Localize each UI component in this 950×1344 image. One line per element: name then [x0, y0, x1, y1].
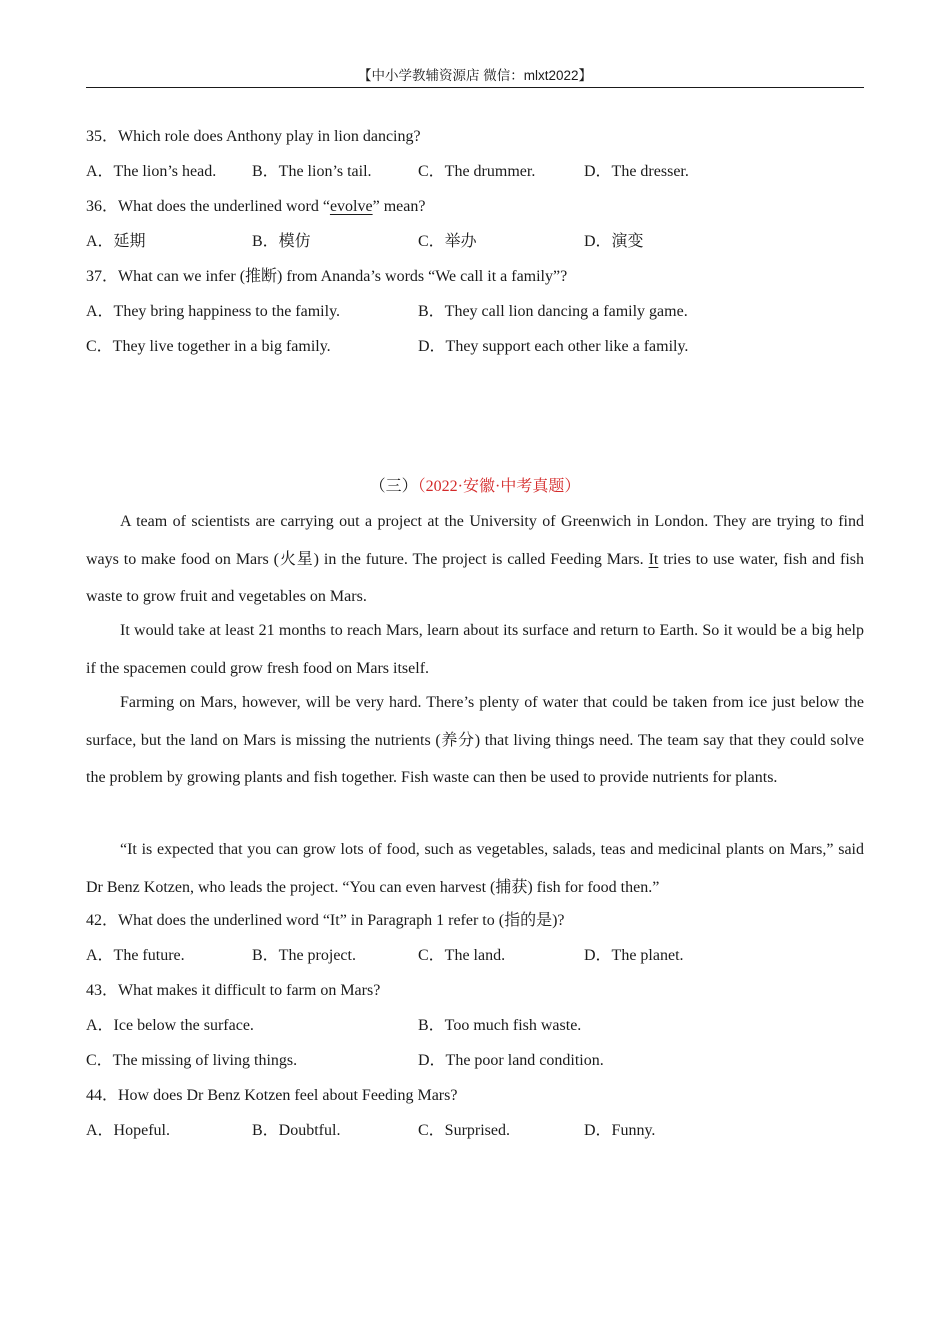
passage-paragraph-2: It would take at least 21 months to reach Mars, learn about its surface and return to Earth. So it would be a big help if the spacemen could grow fresh food on Mars itself. — [86, 622, 864, 677]
question-43-stem: 43．What makes it difficult to farm on Mars? — [86, 982, 381, 999]
question-37-option-a: A．They bring happiness to the family. — [86, 303, 341, 320]
question-43-option-b: B．Too much fish waste. — [418, 1017, 582, 1034]
paragraph-1-start: A team of scientists are carrying out a project at the University of Greenwich in London. They are trying to find ways to make food on Mars (火星) in the future. The project is called Feeding Mars. — [86, 513, 864, 568]
question-43-option-d: D．The poor land condition. — [418, 1052, 604, 1069]
question-37-option-d: D．They support each other like a family. — [418, 338, 689, 355]
question-37-option-c: C．They live together in a big family. — [86, 338, 331, 355]
question-42-option-d: D．The planet. — [584, 947, 684, 964]
question-44-option-c: C．Surprised. — [418, 1122, 511, 1139]
section-number: （三） — [369, 478, 418, 495]
question-36-option-a: A．延期 — [86, 233, 146, 250]
question-36-option-d: D．演变 — [584, 233, 644, 250]
question-44-option-b: B．Doubtful. — [252, 1122, 341, 1139]
question-35-option-d: D．The dresser. — [584, 163, 689, 180]
passage-paragraph-3: Farming on Mars, however, will be very hard. There’s plenty of water that could be taken from ice just below the surface, but the land on Mars is missing the nutrients (养分) that living things need. The team say that they could solve the problem by growing plants and fish together. Fish waste can then be used to provide nutrients for plants. — [86, 694, 864, 786]
question-35-stem: 35．Which role does Anthony play in lion dancing? — [86, 128, 421, 145]
section-source: （2022·安徽·中考真题） — [417, 478, 581, 495]
question-44-option-a: A．Hopeful. — [86, 1122, 170, 1139]
question-42-option-a: A．The future. — [86, 947, 185, 964]
question-36-option-c: C．举办 — [418, 233, 477, 250]
page-header: 【中小学教辅资源店 微信：mlxt2022】 — [86, 66, 864, 88]
question-44-stem: 44．How does Dr Benz Kotzen feel about Feeding Mars? — [86, 1087, 458, 1104]
underlined-word-evolve: evolve — [329, 198, 373, 215]
passage-paragraph-1 — [86, 503, 864, 616]
question-42-option-b: B．The project. — [252, 947, 356, 964]
question-43-option-c: C．The missing of living things. — [86, 1052, 298, 1069]
passage-paragraph-4: “It is expected that you can grow lots of food, such as vegetables, salads, teas and medicinal plants on Mars,” said Dr Benz Kotzen, who leads the project. “You can even harvest (捕获) fish for food then.” — [86, 841, 864, 896]
paragraph-1-end: tries to use water, fish and fish waste to grow fruit and vegetables on Mars. — [86, 550, 864, 605]
underlined-word-it: It — [648, 550, 659, 568]
question-42-stem: 42．What does the underlined word “It” in Paragraph 1 refer to (指的是)? — [86, 912, 565, 929]
question-37-option-b: B．They call lion dancing a family game. — [418, 303, 688, 320]
question-44-option-d: D．Funny. — [584, 1122, 656, 1139]
section-title — [0, 476, 950, 498]
question-36-stem-end: ” mean? — [372, 198, 426, 215]
question-36-option-b: B．模仿 — [252, 233, 311, 250]
question-35-option-a: A．The lion’s head. — [86, 163, 217, 180]
question-36-stem-start: 36．What does the underlined word “ — [86, 198, 330, 215]
question-42-option-c: C．The land. — [418, 947, 506, 964]
question-35-option-c: C．The drummer. — [418, 163, 536, 180]
question-35-option-b: B．The lion’s tail. — [252, 163, 372, 180]
question-37-stem: 37．What can we infer (推断) from Ananda’s words “We call it a family”? — [86, 268, 568, 285]
question-43-option-a: A．Ice below the surface. — [86, 1017, 254, 1034]
question-36-stem — [86, 196, 425, 218]
